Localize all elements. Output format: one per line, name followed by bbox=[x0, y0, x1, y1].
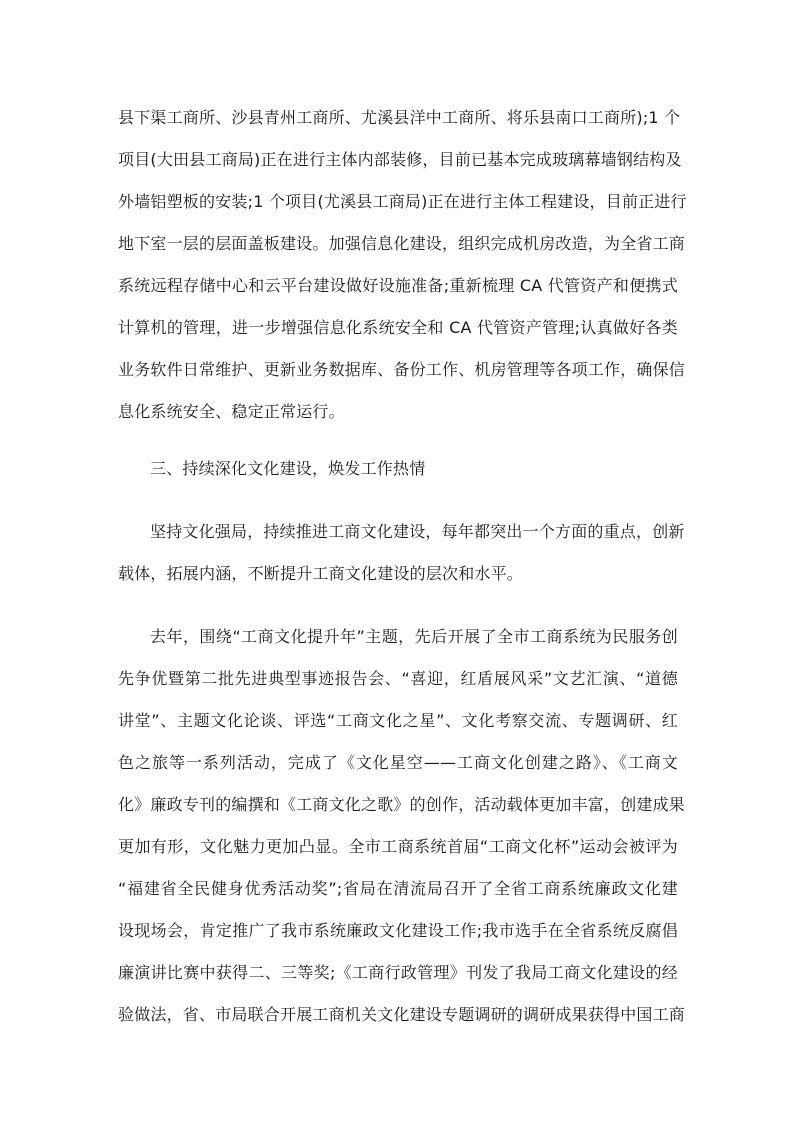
text-line: 系统远程存储中心和云平台建设做好设施准备;重新梳理 CA 代管资产和便携式 bbox=[118, 276, 678, 295]
text-line: “福建省全民健身优秀活动奖”;省局在清流局召开了全省工商系统廉政文化建 bbox=[118, 879, 678, 898]
text-line: 外墙铝塑板的安装;1 个项目(尤溪县工商局)正在进行主体工程建设，目前正进行 bbox=[118, 192, 687, 211]
heading-line: 三、持续深化文化建设，焕发工作热情 bbox=[150, 459, 426, 478]
text-line: 载体，拓展内涵，不断提升工商文化建设的层次和水平。 bbox=[118, 564, 524, 583]
text-line: 坚持文化强局，持续推进工商文化建设，每年都突出一个方面的重点，创新 bbox=[150, 522, 685, 541]
text-line: 验做法，省、市局联合开展工商机关文化建设专题调研的调研成果获得中国工商 bbox=[118, 1005, 686, 1024]
text-line: 廉演讲比赛中获得二、三等奖;《工商行政管理》刊发了我局工商文化建设的经 bbox=[118, 963, 678, 982]
text-line: 县下渠工商所、沙县青州工商所、尤溪县洋中工商所、将乐县南口工商所);1 个 bbox=[118, 108, 681, 127]
text-line: 更加有形，文化魅力更加凸显。全市工商系统首届“工商文化杯”运动会被评为 bbox=[118, 837, 678, 856]
text-line: 地下室一层的层面盖板建设。加强信息化建设，组织完成机房改造，为全省工商 bbox=[118, 234, 686, 253]
text-line: 化》廉政专刊的编撰和《工商文化之歌》的创作，活动载体更加丰富，创建成果 bbox=[118, 795, 686, 814]
text-line: 先争优暨第二批先进典型事迹报告会、“喜迎，红盾展风采”文艺汇演、“道德 bbox=[118, 669, 678, 688]
text-line: 设现场会，肯定推广了我市系统廉政文化建设工作;我市选手在全省系统反腐倡 bbox=[118, 921, 678, 940]
text-line: 色之旅等一系列活动，完成了《文化星空——工商文化创建之路》、《工商文 bbox=[118, 753, 678, 772]
text-line: 讲堂”、主题文化论谈、评选“工商文化之星”、文化考察交流、专题调研、红 bbox=[118, 711, 678, 730]
text-line: 去年，围绕“工商文化提升年”主题，先后开展了全市工商系统为民服务创 bbox=[150, 627, 678, 646]
text-line: 业务软件日常维护、更新业务数据库、备份工作、机房管理等各项工作，确保信 bbox=[118, 360, 686, 379]
text-line: 项目(大田县工商局)正在进行主体内部装修，目前已基本完成玻璃幕墙钢结构及 bbox=[118, 150, 682, 169]
text-line: 计算机的管理，进一步增强信息化系统安全和 CA 代管资产管理;认真做好各类 bbox=[118, 318, 678, 337]
text-line: 息化系统安全、稳定正常运行。 bbox=[118, 402, 345, 421]
